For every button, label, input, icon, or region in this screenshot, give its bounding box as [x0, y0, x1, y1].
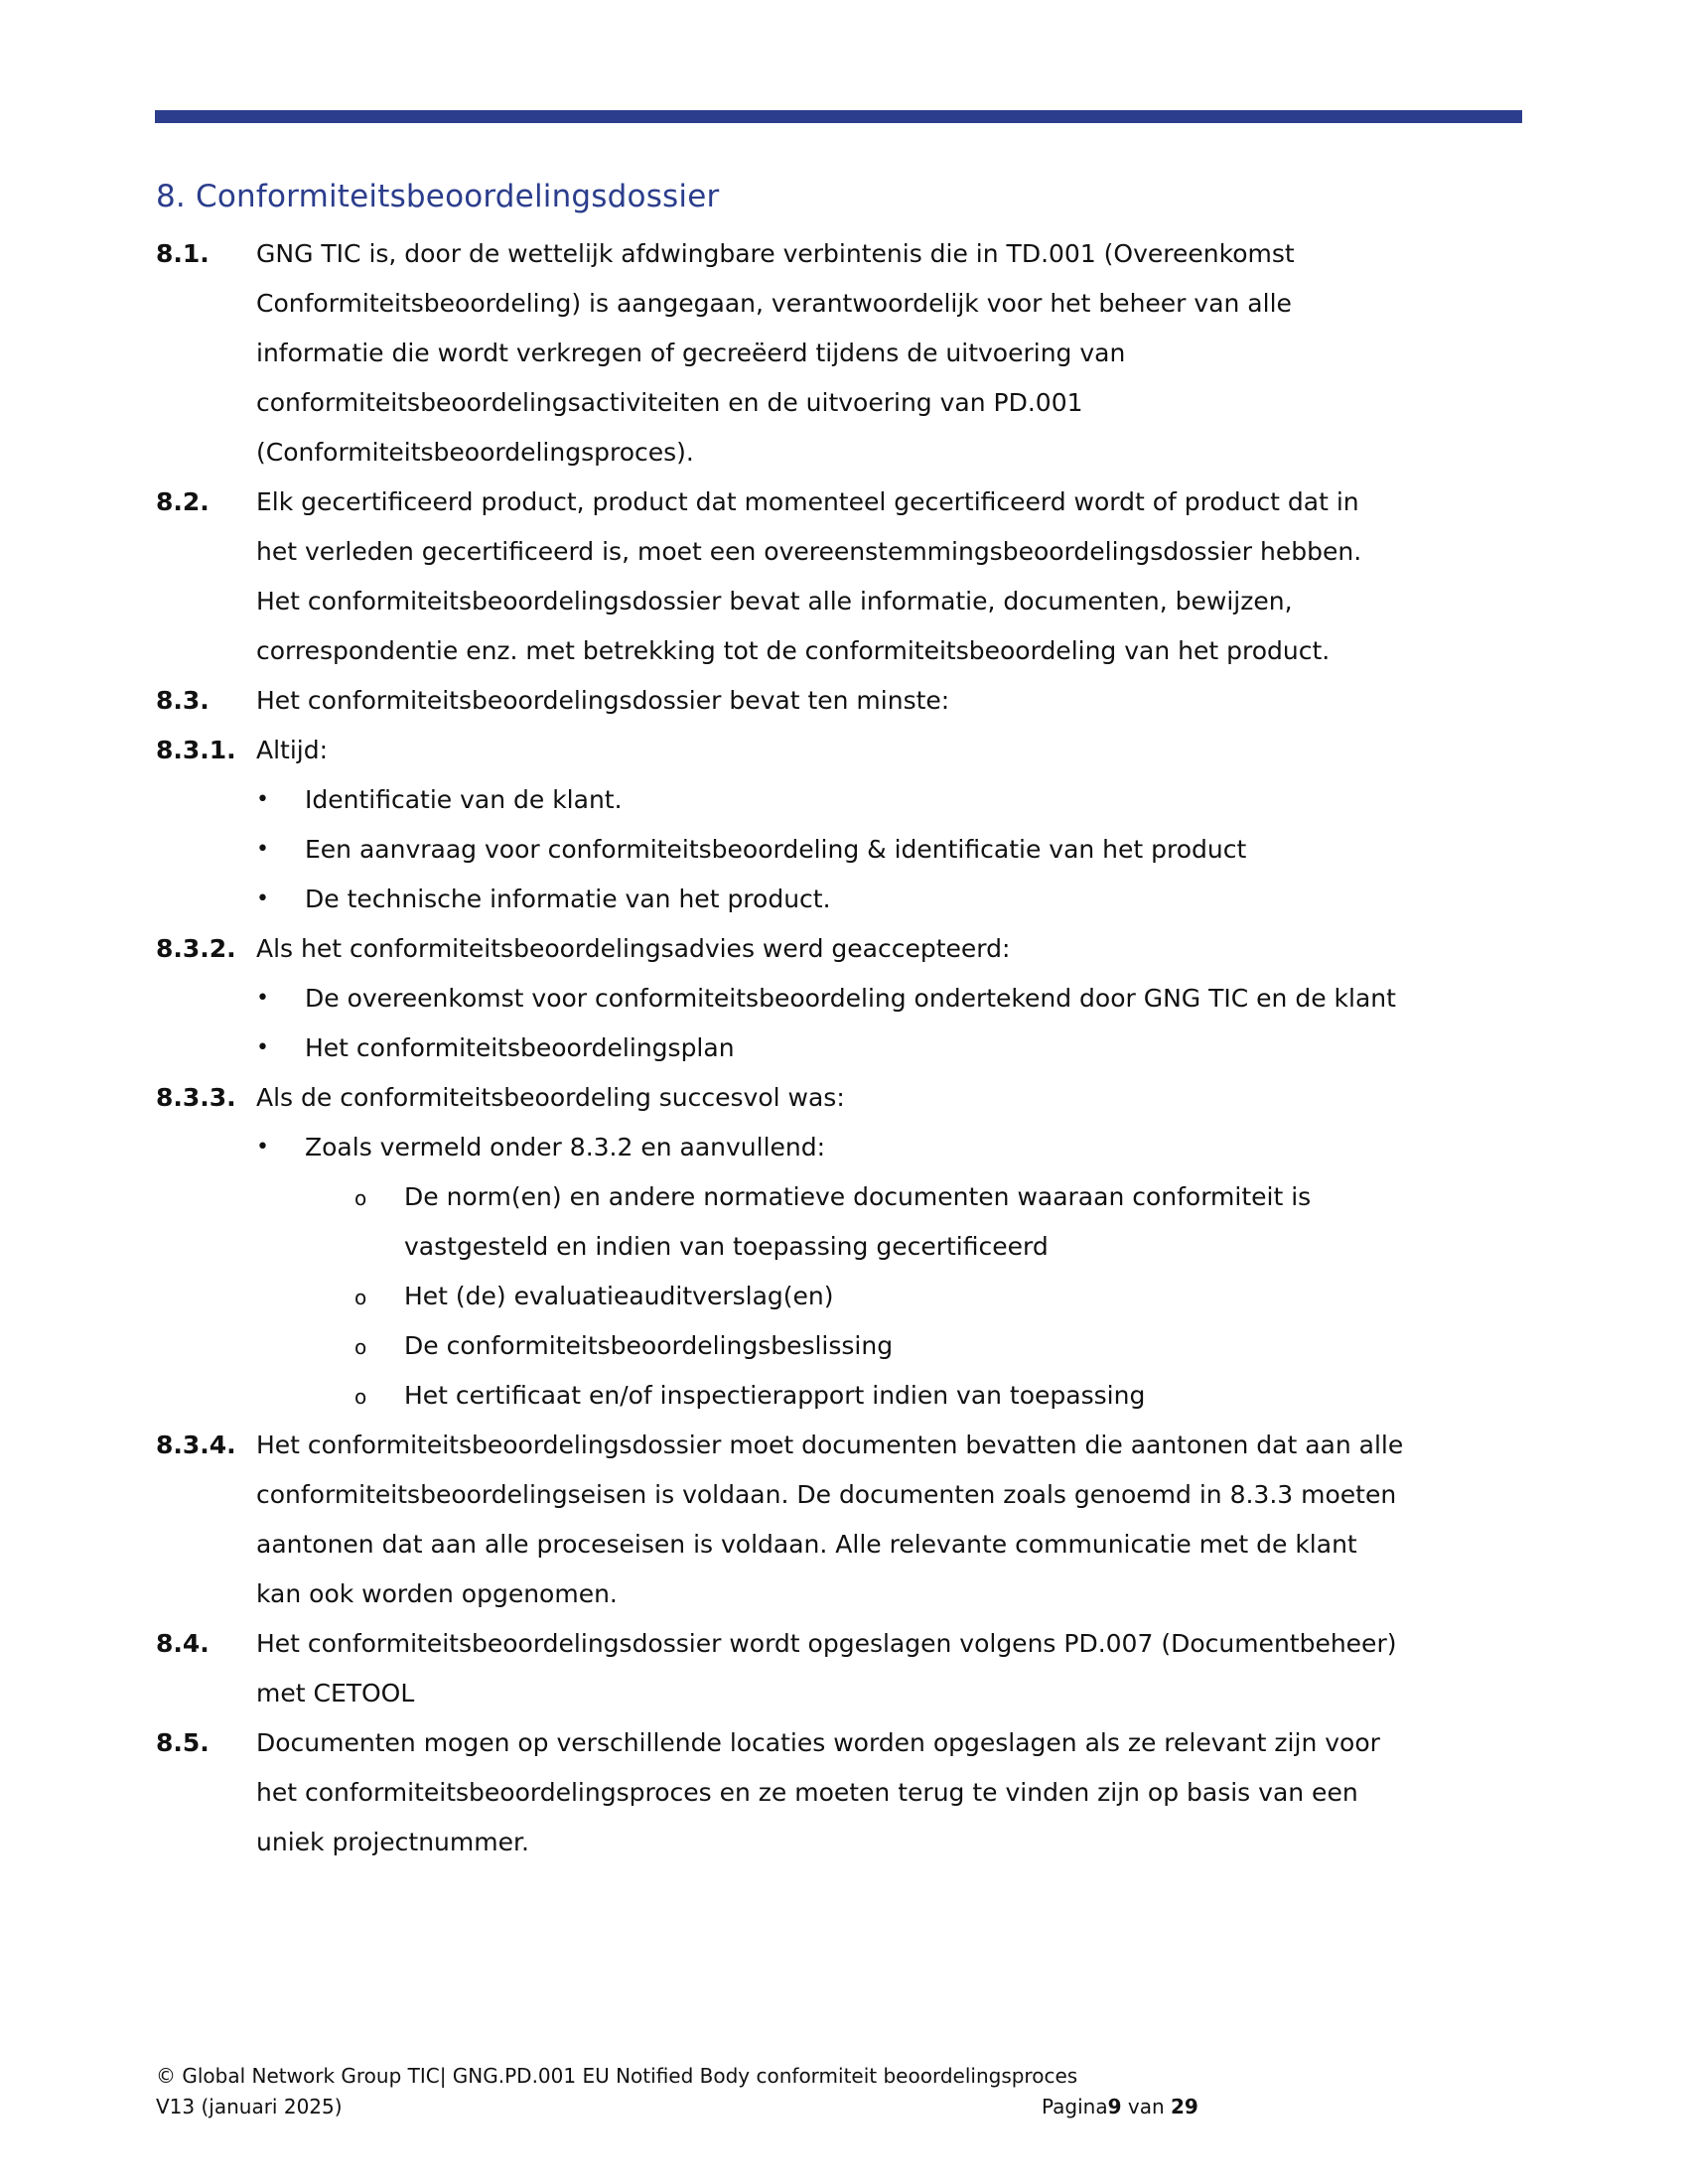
- clause-text: GNG TIC is, door de wettelijk afdwingbare verbintenis die in TD.001 (Overeenkomst: [256, 239, 1295, 268]
- clause-text: met CETOOL: [256, 1679, 415, 1707]
- clause-text: Conformiteitsbeoordeling) is aangegaan, verantwoordelijk voor het beheer van alle: [256, 289, 1292, 318]
- clause-text: Het conformiteitsbeoordelingsdossier bevat alle informatie, documenten, bewijzen,: [256, 587, 1293, 615]
- clause-number: 8.3.: [156, 686, 210, 715]
- clause-text: Het conformiteitsbeoordelingsdossier wordt opgeslagen volgens PD.007 (Documentbeheer): [256, 1629, 1397, 1658]
- circle-bullet-icon: o: [354, 1385, 367, 1409]
- header-rule: [155, 110, 1522, 123]
- list-item: Identificatie van de klant.: [305, 785, 623, 814]
- clause-text: Altijd:: [256, 736, 329, 764]
- current-page: 9: [1107, 2095, 1122, 2118]
- clause-text: Het conformiteitsbeoordelingsdossier bevat ten minste:: [256, 686, 950, 715]
- footer-page-number: [1042, 2095, 1198, 2118]
- total-pages: 29: [1171, 2095, 1198, 2118]
- clause-number: 8.3.1.: [156, 736, 236, 764]
- clause-text: informatie die wordt verkregen of gecreëerd tijdens de uitvoering van: [256, 339, 1126, 367]
- clause-number: 8.5.: [156, 1728, 210, 1757]
- clause-number: 8.2.: [156, 487, 210, 516]
- clause-text: conformiteitsbeoordelingsactiviteiten en de uitvoering van PD.001: [256, 388, 1083, 417]
- clause-text: Elk gecertificeerd product, product dat momenteel gecertificeerd wordt of product dat in: [256, 487, 1359, 516]
- bullet-icon: •: [256, 1135, 269, 1160]
- footer-version: V13 (januari 2025): [156, 2095, 343, 2118]
- clause-text: conformiteitsbeoordelingseisen is voldaan. De documenten zoals genoemd in 8.3.3 moeten: [256, 1480, 1397, 1509]
- clause-text: aantonen dat aan alle proceseisen is voldaan. Alle relevante communicatie met de klant: [256, 1530, 1357, 1559]
- list-item: De technische informatie van het product.: [305, 885, 831, 913]
- clause-text: correspondentie enz. met betrekking tot de conformiteitsbeoordeling van het product.: [256, 636, 1331, 665]
- footer-copyright: © Global Network Group TIC| GNG.PD.001 EU Notified Body conformiteit beoordelingsproces: [156, 2064, 1078, 2088]
- bullet-icon: •: [256, 1035, 269, 1060]
- bullet-icon: •: [256, 887, 269, 911]
- list-item: De overeenkomst voor conformiteitsbeoordeling ondertekend door GNG TIC en de klant: [305, 984, 1396, 1013]
- list-item: Een aanvraag voor conformiteitsbeoordeling & identificatie van het product: [305, 835, 1247, 864]
- list-item: Zoals vermeld onder 8.3.2 en aanvullend:: [305, 1133, 826, 1161]
- bullet-icon: •: [256, 787, 269, 812]
- sub-list-item: Het (de) evaluatieauditverslag(en): [404, 1282, 834, 1310]
- list-item: Het conformiteitsbeoordelingsplan: [305, 1033, 735, 1062]
- clause-text: het verleden gecertificeerd is, moet een overeenstemmingsbeoordelingsdossier hebben.: [256, 537, 1362, 566]
- section-heading: 8. Conformiteitsbeoordelingsdossier: [156, 179, 720, 214]
- circle-bullet-icon: o: [354, 1286, 367, 1309]
- page-separator: van: [1121, 2095, 1172, 2118]
- sub-list-item: De norm(en) en andere normatieve documenten waaraan conformiteit is: [404, 1182, 1312, 1211]
- clause-text: het conformiteitsbeoordelingsproces en ze moeten terug te vinden zijn op basis van een: [256, 1778, 1358, 1807]
- clause-text: (Conformiteitsbeoordelingsproces).: [256, 438, 694, 467]
- sub-list-item: Het certificaat en/of inspectierapport indien van toepassing: [404, 1381, 1146, 1410]
- sub-list-item: vastgesteld en indien van toepassing gecertificeerd: [404, 1232, 1049, 1261]
- clause-number: 8.3.3.: [156, 1083, 236, 1112]
- circle-bullet-icon: o: [354, 1186, 367, 1210]
- clause-number: 8.3.4.: [156, 1431, 236, 1459]
- clause-text: uniek projectnummer.: [256, 1828, 529, 1856]
- clause-text: Als het conformiteitsbeoordelingsadvies werd geaccepteerd:: [256, 934, 1011, 963]
- clause-text: kan ook worden opgenomen.: [256, 1579, 618, 1608]
- clause-number: 8.3.2.: [156, 934, 236, 963]
- bullet-icon: •: [256, 986, 269, 1011]
- clause-text: Documenten mogen op verschillende locaties worden opgeslagen als ze relevant zijn voor: [256, 1728, 1380, 1757]
- bullet-icon: •: [256, 837, 269, 862]
- clause-number: 8.1.: [156, 239, 210, 268]
- circle-bullet-icon: o: [354, 1335, 367, 1359]
- clause-text: Als de conformiteitsbeoordeling succesvol was:: [256, 1083, 845, 1112]
- page-prefix: Pagina: [1042, 2095, 1108, 2118]
- clause-text: Het conformiteitsbeoordelingsdossier moet documenten bevatten die aantonen dat aan alle: [256, 1431, 1404, 1459]
- sub-list-item: De conformiteitsbeoordelingsbeslissing: [404, 1331, 894, 1360]
- clause-number: 8.4.: [156, 1629, 210, 1658]
